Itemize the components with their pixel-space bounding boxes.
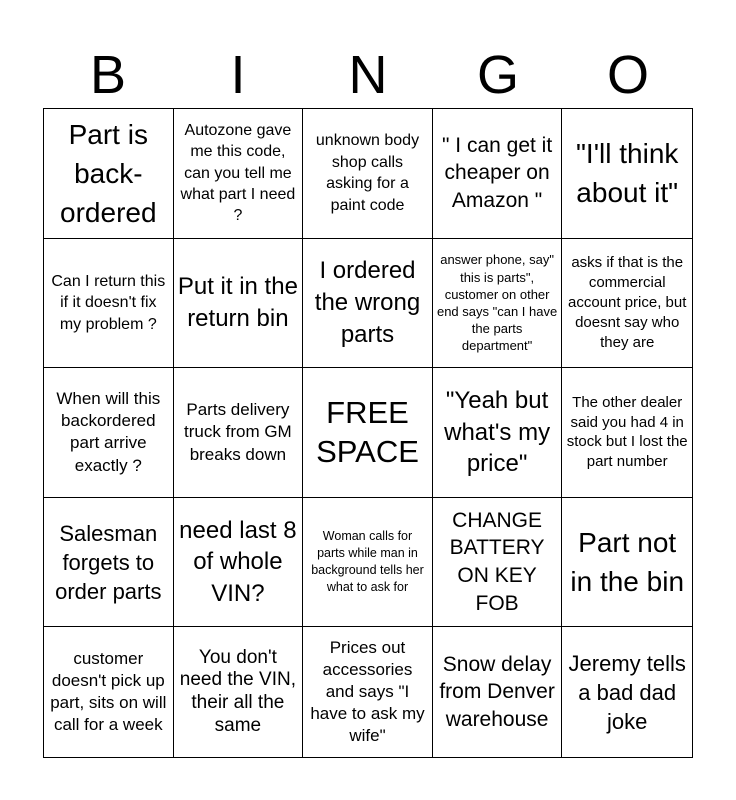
bingo-header [43,42,693,108]
free-space-text: FREE SPACE [316,394,419,470]
bingo-cell-text: customer doesn't pick up part, sits on will call for a week [50,649,167,735]
bingo-cell[interactable] [44,239,174,369]
bingo-cell-text: Salesman forgets to order parts [55,520,162,604]
bingo-cell[interactable] [433,498,563,628]
bingo-cell[interactable] [562,498,692,628]
bingo-cell-text: Put it in the return bin [177,273,298,332]
bingo-cell-text: Woman calls for parts while man in background tells her what to ask for [311,528,424,595]
bingo-cell[interactable] [562,627,692,757]
bingo-cell-text: I ordered the wrong parts [314,257,421,348]
bingo-cell[interactable] [562,368,692,498]
bingo-cell[interactable] [174,368,304,498]
bingo-cell[interactable] [562,239,692,369]
header-letter-i: I [230,45,246,105]
bingo-cell[interactable] [303,498,433,628]
bingo-cell-text: Can I return this if it doesn't fix my problem ? [51,272,166,333]
bingo-cell-text: When will this backordered part arrive exactly ? [56,389,161,475]
header-letter-o: O [606,45,649,105]
bingo-cell-text: Parts delivery truck from GM breaks down [184,400,292,464]
bingo-cell-text: need last 8 of whole VIN? [179,516,297,607]
bingo-cell-text: "I'll think about it" [575,138,679,209]
free-space-cell[interactable] [303,368,433,498]
header-letter-g: G [476,45,519,105]
bingo-cell-text: answer phone, say" this is parts", customer on other end says "can I have the parts department" [436,252,558,354]
bingo-cell[interactable] [44,368,174,498]
bingo-cell[interactable] [433,627,563,757]
bingo-cell[interactable] [44,109,174,239]
bingo-cell[interactable] [433,109,563,239]
bingo-cell-text: asks if that is the commercial account price, but doesnt say who they are [567,254,687,351]
bingo-cell[interactable] [303,239,433,369]
bingo-cell[interactable] [44,627,174,757]
bingo-cell[interactable] [433,239,563,369]
bingo-cell-text: Prices out accessories and says "I have to ask my wife" [310,637,425,746]
bingo-cell-text: "Yeah but what's my price" [444,386,551,478]
bingo-cell-text: " I can get it cheaper on Amazon " [442,133,553,213]
bingo-cell[interactable] [433,368,563,498]
bingo-cell-text: Jeremy tells a bad dad joke [568,650,686,734]
bingo-cell[interactable] [303,109,433,239]
bingo-cell[interactable] [174,498,304,628]
bingo-cell[interactable] [174,627,304,757]
bingo-cell-text: Snow delay from Denver warehouse [439,652,555,732]
header-letter-n: N [348,45,388,105]
bingo-cell-text: unknown body shop calls asking for a paint code [315,132,420,214]
bingo-cell[interactable] [44,498,174,628]
header-letter-b: B [89,45,127,105]
bingo-cell-text: Part is back-ordered [60,118,157,228]
bingo-cell-text: The other dealer said you had 4 in stock but I lost the part number [566,393,688,471]
bingo-cell-text: Part not in the bin [570,526,685,598]
bingo-card-grid [43,108,693,758]
bingo-cell[interactable] [174,109,304,239]
bingo-cell[interactable] [174,239,304,369]
bingo-cell[interactable] [303,627,433,757]
bingo-cell-text: CHANGE BATTERY ON KEY FOB [449,508,545,615]
bingo-cell[interactable] [562,109,692,239]
bingo-cell-text: Autozone gave me this code, can you tell me what part I need ? [180,121,296,225]
bingo-cell-text: You don't need the VIN, their all the same [179,646,296,736]
